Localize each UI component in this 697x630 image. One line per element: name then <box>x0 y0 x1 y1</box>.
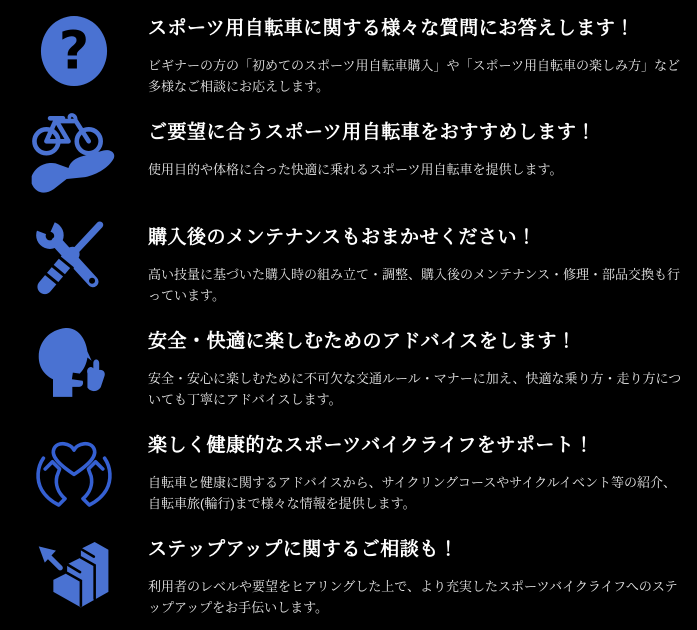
feature-item-advice <box>0 319 697 410</box>
feature-item-recommend <box>0 110 697 202</box>
feature-title: ステップアップに関するご相談も！ <box>148 539 459 560</box>
feature-icon-cell <box>0 527 148 618</box>
question-circle-icon <box>39 13 109 91</box>
bicycle-on-hand-icon <box>27 110 121 202</box>
feature-icon-cell <box>0 110 148 202</box>
wrench-screwdriver-icon <box>31 218 117 304</box>
feature-item-maintenance <box>0 215 697 306</box>
svg-text:?: ? <box>58 20 90 82</box>
feature-title: 安全・快適に楽しむためのアドバイスをします！ <box>148 331 577 352</box>
feature-title: 購入後のメンテナンスもおまかせください！ <box>148 227 537 248</box>
advising-head-icon <box>29 323 119 407</box>
feature-description: 自転車と健康に関するアドバイスから、サイクリングコースやサイクルイベント等の紹介、自転車旅(輪行)まで様々な情報を提供します。 <box>148 475 677 511</box>
hands-holding-heart-icon <box>29 424 119 514</box>
feature-description: 使用目的や体格に合った快適に乗れるスポーツ用自転車を提供します。 <box>148 162 563 177</box>
feature-description: 高い技量に基づいた購入時の組み立て・調整、購入後のメンテナンス・修理・部品交換も行っています。 <box>148 267 680 303</box>
feature-description: ビギナーの方の「初めてのスポーツ用自転車購入」や「スポーツ用自転車の楽しみ方」など多様なご相談にお応えします。 <box>148 58 680 94</box>
feature-item-stepup <box>0 527 697 618</box>
feature-title: スポーツ用自転車に関する様々な質問にお答えします！ <box>148 18 635 39</box>
feature-icon-cell <box>0 423 148 514</box>
feature-icon-cell <box>0 215 148 306</box>
feature-list <box>0 6 697 618</box>
feature-title: ご要望に合うスポーツ用自転車をおすすめします！ <box>148 122 596 143</box>
feature-item-questions <box>0 6 697 97</box>
step-up-stairs-icon <box>28 530 120 616</box>
feature-description: 安全・安心に楽しむために不可欠な交通ルール・マナーに加え、快適な乗り方・走り方についても丁寧にアドバイスします。 <box>148 371 682 407</box>
feature-item-support <box>0 423 697 514</box>
feature-icon-cell <box>0 6 148 97</box>
feature-title: 楽しく健康的なスポーツバイクライフをサポート！ <box>148 435 594 456</box>
feature-description: 利用者のレベルや要望をヒアリングした上で、より充実したスポーツバイクライフへのステップアップをお手伝いします。 <box>148 579 678 615</box>
feature-icon-cell <box>0 319 148 410</box>
